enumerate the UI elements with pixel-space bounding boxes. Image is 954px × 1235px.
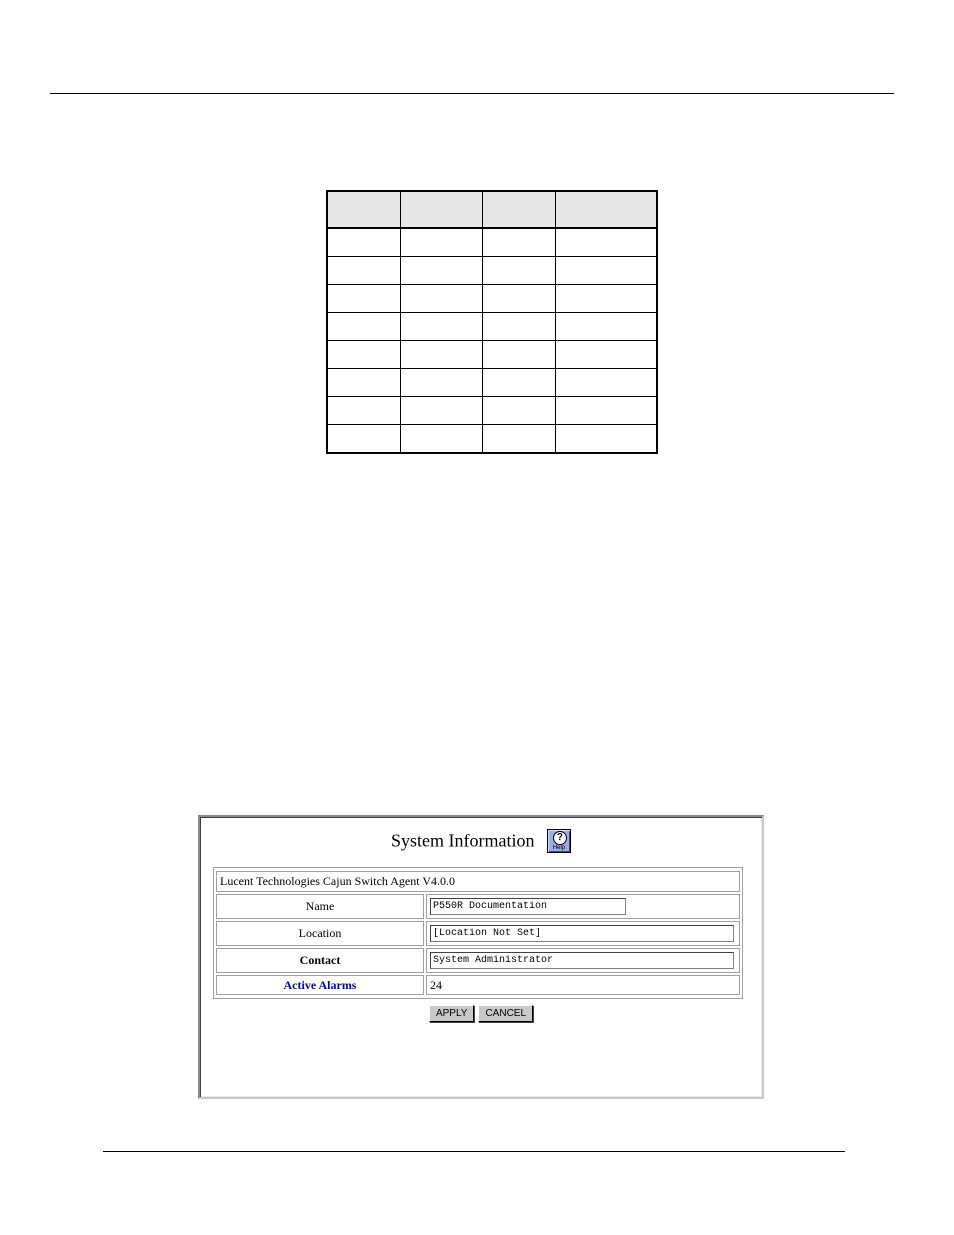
cancel-button[interactable]: CANCEL: [478, 1005, 533, 1022]
table-cell: [327, 425, 400, 454]
contact-cell: [426, 948, 740, 973]
name-cell: [426, 894, 740, 919]
system-info-form: [213, 867, 743, 999]
table-row: [327, 313, 657, 341]
table-cell: [327, 257, 400, 285]
help-icon: ?: [553, 831, 567, 845]
table-cell: [482, 313, 555, 341]
active-alarms-link[interactable]: Active Alarms: [216, 975, 424, 995]
table-cell: [482, 369, 555, 397]
table-cell: [400, 397, 482, 425]
location-cell: [426, 921, 740, 946]
table-cell: [400, 191, 482, 228]
footer-rule: [103, 1151, 845, 1152]
table-row: [327, 425, 657, 454]
table-cell: [482, 257, 555, 285]
table-cell: [482, 341, 555, 369]
active-alarms-value: 24: [426, 975, 740, 995]
table-cell: [555, 425, 657, 454]
table-cell: [400, 369, 482, 397]
table-cell: [555, 369, 657, 397]
panel-header: [200, 829, 762, 853]
table-cell: [555, 191, 657, 228]
form-buttons: [200, 1005, 762, 1022]
table-row: [327, 397, 657, 425]
table-cell: [327, 228, 400, 257]
header-rule: [50, 93, 894, 94]
alarms-row: [216, 975, 740, 995]
contact-row: [216, 948, 740, 973]
banner-row: [216, 871, 740, 892]
contact-label: Contact: [216, 948, 424, 973]
table-cell: [400, 228, 482, 257]
table-cell: [555, 257, 657, 285]
table-cell: [327, 397, 400, 425]
table-row: [327, 341, 657, 369]
table-cell: [555, 313, 657, 341]
table-cell: [555, 341, 657, 369]
agent-version-banner: Lucent Technologies Cajun Switch Agent V4.0.0: [216, 871, 740, 892]
table-cell: [400, 313, 482, 341]
table-cell: [555, 397, 657, 425]
table-cell: [327, 369, 400, 397]
table-cell: [327, 313, 400, 341]
page-title: System Information: [391, 830, 535, 851]
table-cell: [482, 191, 555, 228]
table-row: [327, 228, 657, 257]
help-button[interactable]: [547, 829, 571, 853]
table-cell: [400, 257, 482, 285]
location-row: [216, 921, 740, 946]
table-cell: [555, 285, 657, 313]
table-row: [327, 257, 657, 285]
table-cell: [400, 285, 482, 313]
help-button-label: Help: [552, 845, 566, 851]
table-header-row: [327, 191, 657, 228]
name-input[interactable]: [430, 898, 626, 915]
table-row: [327, 369, 657, 397]
name-label: Name: [216, 894, 424, 919]
apply-button[interactable]: APPLY: [429, 1005, 475, 1022]
table-cell: [482, 397, 555, 425]
contact-input[interactable]: [430, 952, 734, 969]
table-cell: [555, 228, 657, 257]
table-cell: [327, 191, 400, 228]
location-label: Location: [216, 921, 424, 946]
name-row: [216, 894, 740, 919]
table-cell: [327, 285, 400, 313]
table-cell: [400, 425, 482, 454]
table-cell: [327, 341, 400, 369]
empty-table: [326, 190, 658, 454]
table-cell: [400, 341, 482, 369]
table-cell: [482, 425, 555, 454]
table-cell: [482, 285, 555, 313]
table-cell: [482, 228, 555, 257]
location-input[interactable]: [430, 925, 734, 942]
table-row: [327, 285, 657, 313]
system-information-panel: [198, 815, 764, 1099]
